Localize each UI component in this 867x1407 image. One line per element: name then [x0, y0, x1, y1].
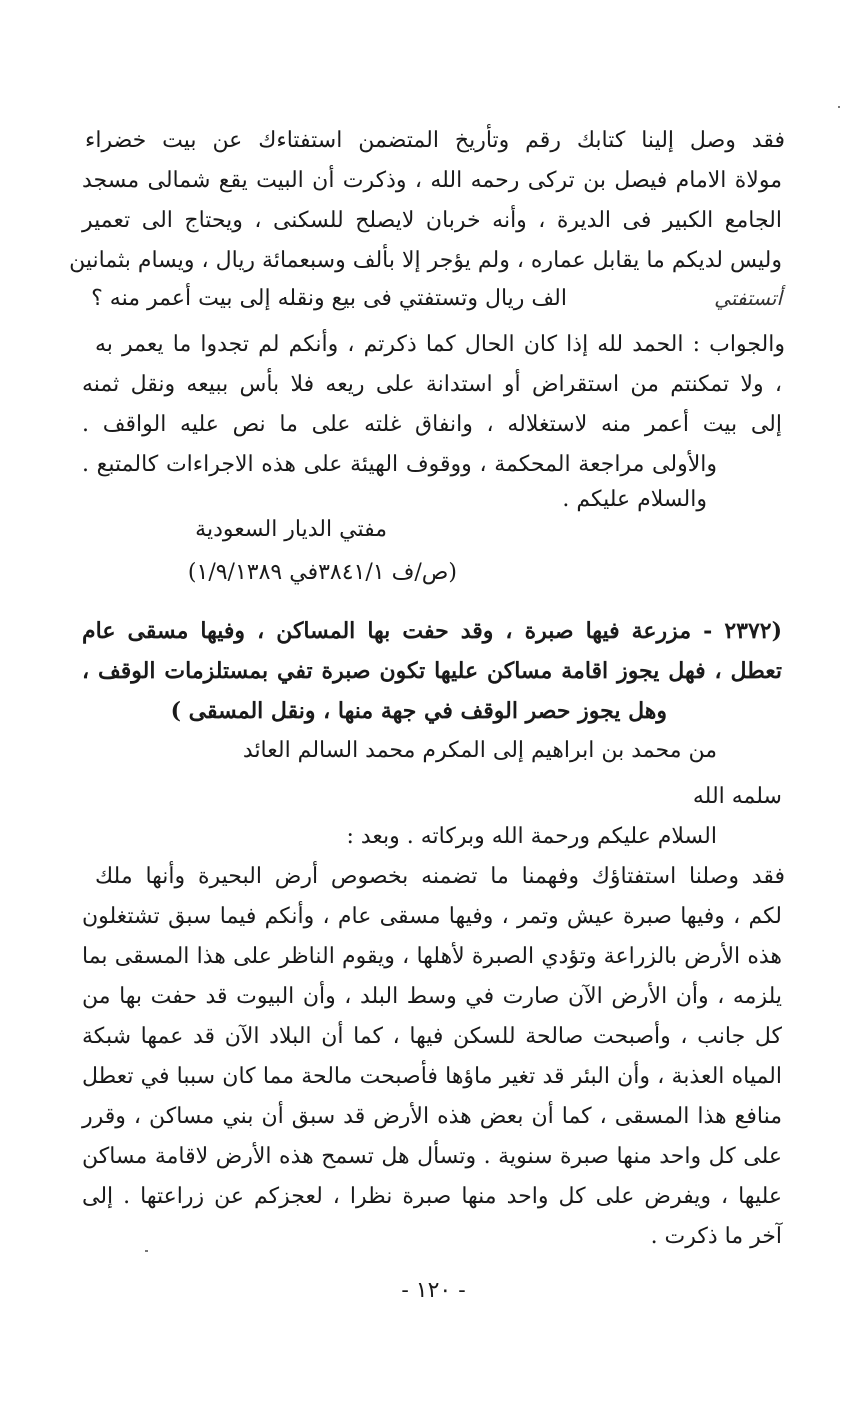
body-line: لكم ، وفيها صبرة عيش وتمر ، وفيها مسقى عام ، وأنكم فيما سبق تشتغلون — [82, 904, 782, 929]
body-line: فقد وصلنا استفتاؤك وفهمنا ما تضمنه بخصوص أرض البحيرة وأنها ملك — [95, 864, 785, 889]
body-line: الف ريال وتستفتي فى بيع ونقله إلى بيت أعمر منه ؟ — [91, 286, 567, 311]
body-line: مولاة الامام فيصل بن تركى رحمه الله ، وذكرت أن البيت يقع شمالى مسجد — [82, 168, 782, 193]
page-number: - ١٢٠ - — [401, 1278, 466, 1303]
question-heading-line: (٢٣٧٢ - مزرعة فيها صبرة ، وقد حفت بها المساكن ، وفيها مسقى عام — [82, 618, 782, 644]
body-line: عليها ، ويفرض على كل واحد منها صبرة نظرا ، لعجزكم عن زراعتها . إلى — [82, 1184, 782, 1209]
body-line: كل جانب ، وأصبحت صالحة للسكن فيها ، كما أن البلاد الآن قد عمها شبكة — [82, 1024, 782, 1049]
body-line: والأولى مراجعة المحكمة ، ووقوف الهيئة على هذه الاجراءات كالمتبع . — [82, 452, 717, 477]
salutation-short: سلمه الله — [692, 784, 782, 809]
body-line: ، ولا تمكنتم من استقراض أو استدانة على ريعه فلا بأس ببيعه ونقل ثمنه — [82, 372, 782, 397]
closing-line: والسلام عليكم . — [562, 487, 707, 512]
question-heading-line: تعطل ، فهل يجوز اقامة مساكن عليها تكون صبرة تفي بمستلزمات الوقف ، — [82, 658, 782, 684]
body-line: منافع هذا المسقى ، كما أن بعض هذه الأرض قد سبق أن بني مساكن ، وقرر — [82, 1104, 782, 1129]
body-line: والجواب : الحمد لله إذا كان الحال كما ذكرتم ، وأنكم لم تجدوا ما يعمر به — [95, 332, 785, 357]
body-line: المياه العذبة ، وأن البئر قد تغير ماؤها فأصبحت مالحة مما كان سببا في تعطل — [82, 1064, 782, 1089]
body-line: آخر ما ذكرت . — [650, 1224, 782, 1249]
handwritten-note: أتستفتي — [714, 286, 782, 310]
question-heading-line: وهل يجوز حصر الوقف في جهة منها ، ونقل المسقى ) — [170, 698, 667, 724]
greeting: السلام عليكم ورحمة الله وبركاته . وبعد : — [346, 824, 717, 849]
scan-speck — [838, 106, 840, 108]
body-line: هذه الأرض بالزراعة وتؤدي الصبرة لأهلها ، ويقوم الناظر على هذا المسقى بما — [82, 944, 782, 969]
body-line: على كل واحد منها صبرة سنوية . وتسأل هل تسمح هذه الأرض لاقامة مساكن — [82, 1144, 782, 1169]
body-line: إلى بيت أعمر منه لاستغلاله ، وانفاق غلته على ما نص عليه الواقف . — [82, 412, 782, 437]
body-line: فقد وصل إلينا كتابك رقم وتأريخ المتضمن استفتاءك عن بيت خضراء — [85, 128, 785, 153]
from-line: من محمد بن ابراهيم إلى المكرم محمد السالم العائد — [242, 738, 717, 763]
body-line: الجامع الكبير فى الديرة ، وأنه خربان لايصلح للسكنى ، ويحتاج الى تعمير — [82, 208, 782, 233]
scan-speck — [145, 1250, 148, 1252]
body-line: يلزمه ، وأن الأرض الآن صارت في وسط البلد ، وأن البيوت قد حفت بها من — [82, 984, 782, 1009]
body-line: وليس لديكم ما يقابل عماره ، ولم يؤجر إلا بألف وسبعمائة ريال ، ويسام بثمانين — [69, 248, 782, 273]
signature: مفتي الديار السعودية — [195, 517, 387, 542]
reference-number: (ص/ف ٣٨٤١/١في ١/٩/١٣٨٩) — [187, 560, 457, 585]
